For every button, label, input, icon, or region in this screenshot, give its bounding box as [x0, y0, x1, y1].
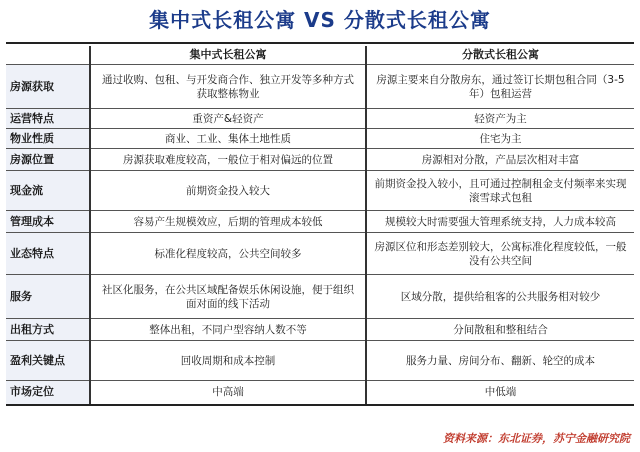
- cell-decentralized: 前期资金投入较小，且可通过控制租金支付频率来实现滚雪球式包租: [366, 171, 634, 211]
- cell-centralized: 中高端: [90, 381, 366, 405]
- cell-decentralized: 服务力量、房间分布、翻新、轮空的成本: [366, 341, 634, 381]
- row-label: 管理成本: [6, 211, 90, 233]
- cell-decentralized: 轻资产为主: [366, 109, 634, 129]
- cell-centralized: 前期资金投入较大: [90, 171, 366, 211]
- header-row: [6, 46, 634, 65]
- cell-centralized: 整体出租，不同户型容纳人数不等: [90, 319, 366, 341]
- table-row: [6, 319, 634, 341]
- cell-decentralized: 分间散租和整租结合: [366, 319, 634, 341]
- source-note: 资料来源：东北证券，苏宁金融研究院: [443, 432, 630, 445]
- row-label: 服务: [6, 275, 90, 319]
- table-row: [6, 381, 634, 405]
- cell-centralized: 房源获取难度较高，一般位于相对偏远的位置: [90, 149, 366, 171]
- table-row: [6, 211, 634, 233]
- table-row: [6, 109, 634, 129]
- top-rule: [6, 42, 634, 44]
- row-label: 业态特点: [6, 233, 90, 275]
- cell-decentralized: 房源相对分散，产品层次相对丰富: [366, 149, 634, 171]
- row-label: 物业性质: [6, 129, 90, 149]
- page-title: 集中式长租公寓 VS 分散式长租公寓: [149, 8, 491, 32]
- cell-centralized: 商业、工业、集体土地性质: [90, 129, 366, 149]
- table-row: [6, 129, 634, 149]
- row-label: 运营特点: [6, 109, 90, 129]
- comparison-table: [6, 46, 634, 406]
- cell-centralized: 通过收购、包租、与开发商合作、独立开发等多种方式获取整栋物业: [90, 65, 366, 109]
- header-centralized: 集中式长租公寓: [90, 46, 366, 65]
- header-decentralized: 分散式长租公寓: [366, 46, 634, 65]
- row-label: 盈利关键点: [6, 341, 90, 381]
- row-label: 房源位置: [6, 149, 90, 171]
- cell-decentralized: 中低端: [366, 381, 634, 405]
- cell-decentralized: 房源主要来自分散房东，通过签订长期包租合同（3-5年）包租运营: [366, 65, 634, 109]
- header-blank-cell: [6, 46, 90, 65]
- table-row: [6, 149, 634, 171]
- row-label: 市场定位: [6, 381, 90, 405]
- cell-centralized: 容易产生规模效应，后期的管理成本较低: [90, 211, 366, 233]
- cell-decentralized: 房源区位和形态差别较大，公寓标准化程度较低，一般没有公共空间: [366, 233, 634, 275]
- cell-decentralized: 住宅为主: [366, 129, 634, 149]
- table-row: [6, 171, 634, 211]
- table-row: [6, 65, 634, 109]
- table-row: [6, 341, 634, 381]
- cell-decentralized: 区域分散，提供给租客的公共服务相对较少: [366, 275, 634, 319]
- cell-centralized: 标准化程度较高，公共空间较多: [90, 233, 366, 275]
- cell-centralized: 回收周期和成本控制: [90, 341, 366, 381]
- cell-centralized: 重资产&轻资产: [90, 109, 366, 129]
- table-row: [6, 233, 634, 275]
- table-row: [6, 275, 634, 319]
- cell-decentralized: 规模较大时需要强大管理系统支持，人力成本较高: [366, 211, 634, 233]
- row-label: 出租方式: [6, 319, 90, 341]
- row-label: 现金流: [6, 171, 90, 211]
- row-label: 房源获取: [6, 65, 90, 109]
- cell-centralized: 社区化服务，在公共区域配备娱乐休闲设施，便于组织面对面的线下活动: [90, 275, 366, 319]
